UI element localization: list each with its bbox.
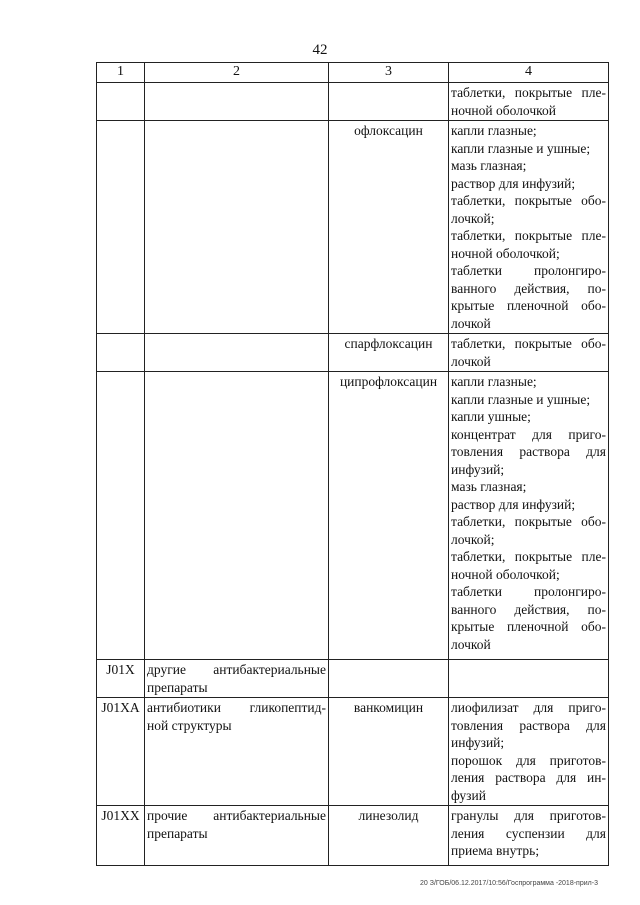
dosage-form-line: крытые пленочной обо-	[451, 619, 606, 634]
table-row	[97, 334, 609, 372]
dosage-form-line: ванного действия, по-	[451, 601, 606, 617]
dosage-form-line: капли ушные;	[451, 409, 531, 424]
dosage-form-line: таблетки, покрытые пле-	[451, 85, 606, 100]
document-footer: 20 З/ГОБ/06.12.2017/10:56/Госпрограмма -2018-прил-3	[420, 880, 598, 887]
dosage-form-line: таблетки, покрытые обо-	[451, 336, 606, 351]
dosage-form-line: таблетки пролонгиро-	[451, 263, 606, 278]
dosage-form-line: крытые пленочной обо-	[451, 298, 606, 313]
column-header: 1	[97, 63, 145, 83]
dosage-form-line: приема внутрь;	[451, 843, 540, 858]
table-body	[97, 83, 609, 866]
atc-code-cell: J01XA	[97, 698, 145, 806]
drug-name-cell	[329, 83, 449, 121]
column-header: 4	[449, 63, 609, 83]
group-line: ной структуры	[147, 717, 232, 733]
table-row	[97, 660, 609, 698]
dosage-form-line: таблетки, покрытые пле-	[451, 228, 606, 243]
table-row	[97, 83, 609, 121]
atc-code-cell	[97, 121, 145, 334]
dosage-form-line: лочкой	[451, 353, 491, 369]
dosage-form-line: лиофилизат для приго-	[451, 700, 606, 715]
dosage-form-line: мазь глазная;	[451, 158, 527, 173]
group-line: препараты	[147, 825, 208, 841]
dosage-form-line: капли глазные и ушные;	[451, 140, 591, 156]
dosage-form-line: раствор для инфузий;	[451, 496, 576, 512]
table-row	[97, 806, 609, 866]
dosage-form-line: ванного действия, по-	[451, 280, 606, 296]
group-cell	[145, 698, 329, 806]
group-cell	[145, 806, 329, 866]
dosage-form-line: ления раствора для ин-	[451, 770, 606, 785]
dosage-form-line: таблетки пролонгиро-	[451, 584, 606, 599]
dosage-form-line: раствор для инфузий;	[451, 175, 576, 191]
dosage-form-line: таблетки, покрытые обо-	[451, 193, 606, 208]
table-row	[97, 121, 609, 334]
dosage-form-line: капли глазные;	[451, 374, 537, 389]
atc-code-cell	[97, 334, 145, 372]
dosage-form-line: капли глазные;	[451, 123, 537, 138]
dosage-form-cell	[449, 372, 609, 660]
atc-code-cell: J01X	[97, 660, 145, 698]
group-cell	[145, 660, 329, 698]
dosage-form-line: мазь глазная;	[451, 479, 527, 494]
dosage-form-line: лочкой	[451, 636, 491, 652]
page-number: 42	[312, 42, 328, 58]
drug-name-cell: спарфлоксацин	[329, 334, 449, 372]
dosage-form-cell	[449, 334, 609, 372]
dosage-form-line: инфузий;	[451, 461, 505, 477]
dosage-form-line: ночной оболочкой;	[451, 245, 560, 261]
dosage-form-line: таблетки, покрытые пле-	[451, 549, 606, 564]
group-line: антибиотики гликопептид-	[147, 700, 326, 715]
group-line: другие антибактериальные	[147, 662, 326, 677]
dosage-form-line: концентрат для приго-	[451, 426, 606, 442]
column-header: 3	[329, 63, 449, 83]
group-cell	[145, 121, 329, 334]
dosage-form-line: товления раствора для	[451, 444, 606, 459]
dosage-form-line: лочкой	[451, 315, 491, 331]
dosage-form-line: ночной оболочкой;	[451, 566, 560, 582]
table-header-row	[97, 63, 609, 83]
dosage-form-line: товления раствора для	[451, 717, 606, 733]
dosage-form-line: фузий	[451, 787, 486, 803]
drug-name-cell: линезолид	[329, 806, 449, 866]
dosage-form-line: лочкой;	[451, 531, 495, 547]
column-header: 2	[145, 63, 329, 83]
drug-name-cell: ципрофлоксацин	[329, 372, 449, 660]
dosage-form-line: порошок для приготов-	[451, 752, 606, 768]
group-cell	[145, 334, 329, 372]
dosage-form-line: ления суспензии для	[451, 825, 606, 841]
dosage-form-cell	[449, 806, 609, 866]
atc-code-cell	[97, 372, 145, 660]
group-cell	[145, 372, 329, 660]
table-row	[97, 698, 609, 806]
dosage-form-line: капли глазные и ушные;	[451, 391, 591, 407]
atc-code-cell	[97, 83, 145, 121]
drug-name-cell	[329, 660, 449, 698]
dosage-form-line: инфузий;	[451, 735, 505, 750]
group-cell	[145, 83, 329, 121]
drug-name-cell: ванкомицин	[329, 698, 449, 806]
atc-code-cell: J01XX	[97, 806, 145, 866]
drug-table	[96, 62, 609, 866]
dosage-form-cell	[449, 121, 609, 334]
dosage-form-line: ночной оболочкой	[451, 102, 556, 118]
group-line: прочие антибактериальные	[147, 808, 326, 823]
drug-name-cell: офлоксацин	[329, 121, 449, 334]
table-row	[97, 372, 609, 660]
group-line: препараты	[147, 679, 208, 695]
dosage-form-cell	[449, 660, 609, 698]
dosage-form-line: таблетки, покрытые обо-	[451, 514, 606, 529]
dosage-form-cell	[449, 83, 609, 121]
dosage-form-cell	[449, 698, 609, 806]
dosage-form-line: лочкой;	[451, 210, 495, 226]
dosage-form-line: гранулы для приготов-	[451, 808, 606, 823]
